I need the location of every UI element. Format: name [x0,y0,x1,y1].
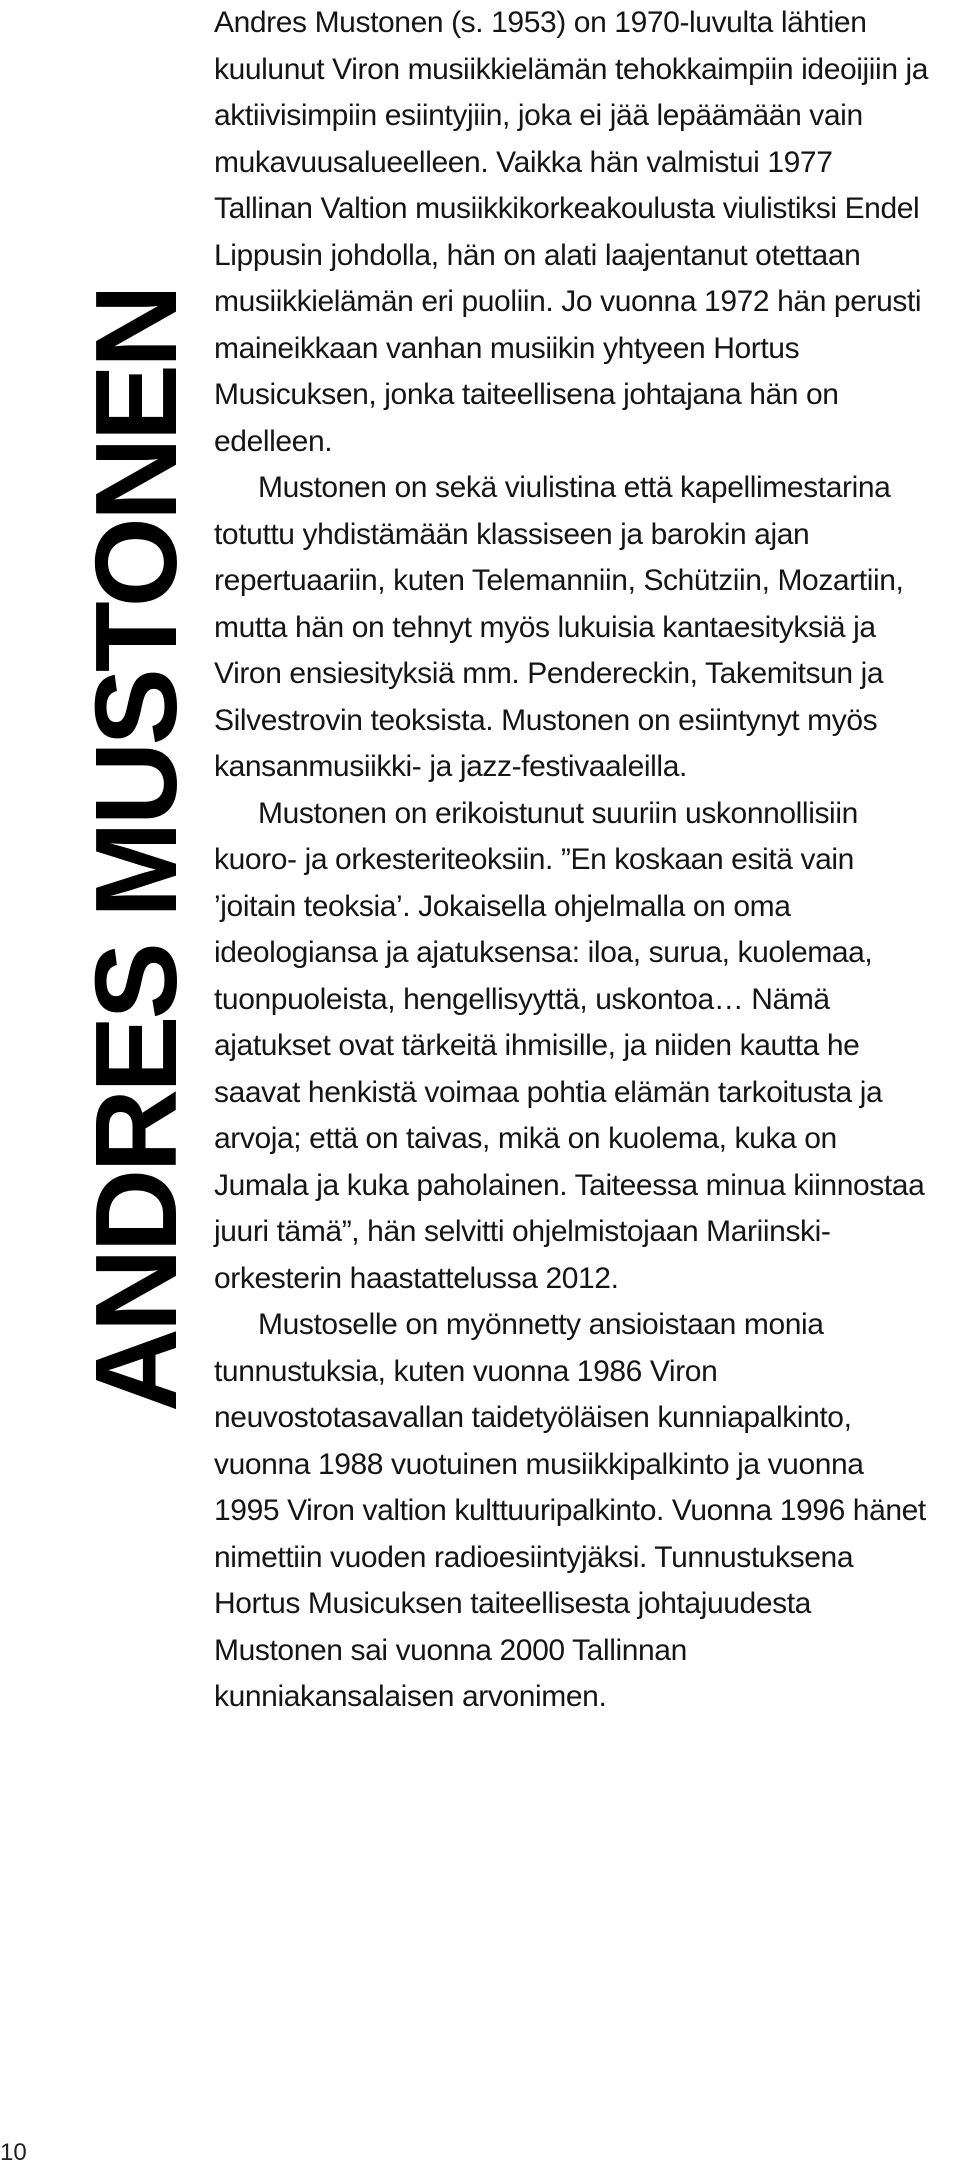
page-number: 10 [0,2139,27,2166]
vertical-page-title [0,0,201,1412]
paragraph-1: Andres Mustonen (s. 1953) on 1970-luvulta lähtien kuulunut Viron musiikkielämän tehokkaimpiin ideoijiin ja aktiivisimpiin esiintyjiin, joka ei jää lepäämään vain mukavuusalueelleen. Vaikka hän valmistui 1977 Tallinan Valtion musiikkikorkeakoulusta viulistiksi Endel Lippusin johdolla, hän on alati laajentanut otettaan musiikkielämän eri puoliin. Jo vuonna 1972 hän perusti maineikkaan vanhan musiikin yhtyeen Hortus Musicuksen, jonka taiteellisena johtajana hän on edelleen. [214,6,929,458]
paragraph-3: Mustonen on erikoistunut suuriin uskonnollisiin kuoro- ja orkesteriteoksiin. ”En koskaan esitä vain ’joitain teoksia’. Jokaisella ohjelmalla on oma ideologiansa ja ajatuksensa: iloa, surua, kuolemaa, tuonpuoleista, hengellisyyttä, uskontoa… Nämä ajatukset ovat tärkeitä ihmisille, ja niiden kautta he saavat henkistä voimaa pohtia elämän tarkoitusta ja arvoja; että on taivas, mikä on kuolema, kuka on Jumala ja kuka paholainen. Taiteessa minua kiinnostaa juuri tämä”, hän selvitti ohjelmistojaan Mariinski-orkesterin haastattelussa 2012. [214,796,925,1295]
paragraph-2: Mustonen on sekä viulistina että kapellimestarina totuttu yhdistämään klassiseen ja barokin ajan repertuaariin, kuten Telemanniin, Schütziin, Mozartiin, mutta hän on tehnyt myös lukuisia kantaesityksiä ja Viron ensiesityksiä mm. Pendereckin, Takemitsun ja Silvestrovin teoksista. Mustonen on esiintynyt myös kansanmusiikki- ja jazz-festivaaleilla. [214,471,904,783]
page-title: ANDRES MUSTONEN [71,288,201,1412]
article-body [214,0,934,1721]
paragraph-4: Mustoselle on myönnetty ansioistaan monia tunnustuksia, kuten vuonna 1986 Viron neuvostotasavallan taidetyöläisen kunniapalkinto, vuonna 1988 vuotuinen musiikkipalkinto ja vuonna 1995 Viron valtion kulttuuripalkinto. Vuonna 1996 hänet nimettiin vuoden radioesiintyjäksi. Tunnustuksena Hortus Musicuksen taiteellisesta johtajuudesta Mustonen sai vuonna 2000 Tallinnan kunniakansalaisen arvonimen. [214,1308,926,1713]
